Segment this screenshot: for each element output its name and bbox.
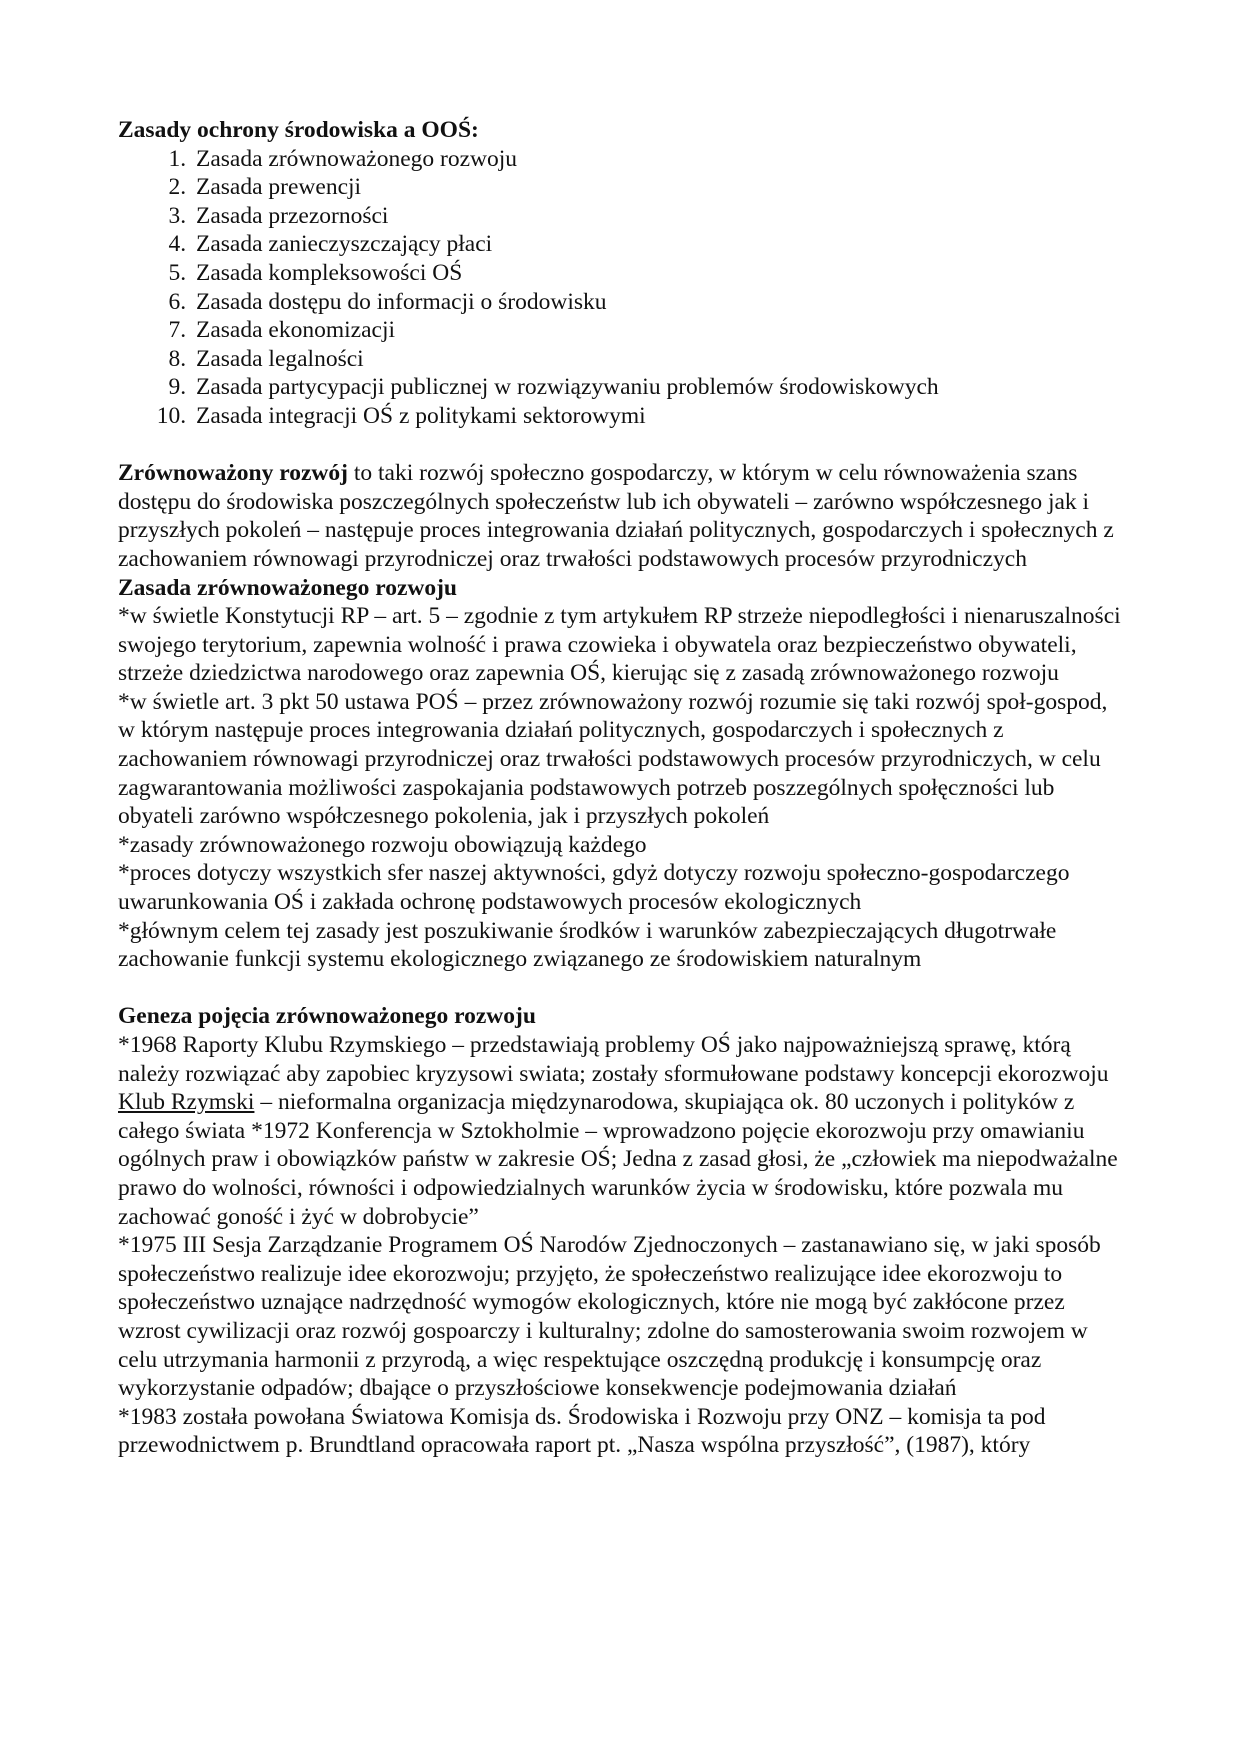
genesis-heading: Geneza pojęcia zrównoważonego rozwoju [118,1003,536,1030]
genesis-paragraph: *1968 Raporty Klubu Rzymskiego – przedstawiają problemy OŚ jako najpoważniejszą sprawę, którą należy rozwiązać aby zapobiec kryzysowi swiata; zostały sformułowane podstawy koncepcji ekorozwoju [118,1032,1109,1087]
principles-list [118,145,1128,431]
list-item: 9. Zasada partycypacji publicznej w rozwiązywaniu problemów środowiskowych [192,373,1128,402]
spacer [118,974,1128,1003]
list-item: 2. Zasada prewencji [192,173,1128,202]
genesis-paragraph: *1975 III Sesja Zarządzanie Programem OŚ Narodów Zjednoczonych – zastanawiano się, w jaki sposób społeczeństwo realizuje idee ekorozwoju; przyjęto, że społeczeństwo realizujące idee ekorozwoju to społeczeństwo uznające nadrzędność wymogów ekologicznych, które nie mogą być zakłócone przez wzrost cywilizacji oraz rozwój gospoarczy i kulturalny; zdolne do samosterowania swoim rozwojem w celu utrzymania harmonii z przyrodą, a więc respektujące oszczędną produkcję i konsumpcję oraz wykorzystanie odpadów; dbające o przyszłościowe konsekwencje podejmowania działań [118,1232,1101,1402]
list-item: 5. Zasada kompleksowości OŚ [192,259,1128,288]
principles-heading: Zasady ochrony środowiska a OOŚ: [118,117,479,143]
definition-text: to taki rozwój społeczno gospodarczy, w którym w celu równoważenia szans dostępu do środowiska poszczególnych społeczeństw lub ich obywateli – zarówno współczesnego jak i przyszłych pokoleń – następuje proces integrowania działań politycznych, gospodarczych i społecznych z zachowaniem równowagi przyrodniczej oraz trwałości podstawowych procesów przyrodniczych [118,460,1114,572]
genesis-paragraph [118,1088,1128,1231]
document-page [118,116,1128,1460]
genesis-text: – nieformalna organizacja międzynarodowa, skupiająca ok. 80 uczonych i polityków z całego świata *1972 Konferencja w Sztokholmie – wprowadzono pojęcie ekorozwoju przy omawianiu ogólnych praw i obowiązków państw w zakresie OŚ; Jedna z zasad głosi, że „człowiek ma niepodważalne prawo do wolności, równości i odpowiedzialnych warunków życia w środowisku, które pozwala mu zachować goność i żyć w dobrobycie” [118,1089,1118,1230]
list-item: 7. Zasada ekonomizacji [192,316,1128,345]
list-item: 6. Zasada dostępu do informacji o środowisku [192,288,1128,317]
club-link[interactable]: Klub Rzymski [118,1089,255,1116]
sustainable-paragraph: *zasady zrównoważonego rozwoju obowiązują każdego [118,831,647,858]
list-item: 10. Zasada integracji OŚ z politykami sektorowymi [192,402,1128,431]
list-item: 8. Zasada legalności [192,345,1128,374]
sustainable-paragraph: *w świetle art. 3 pkt 50 ustawa POŚ – przez zrównoważony rozwój rozumie się taki rozwój społ-gospod, w którym następuje proces integrowania działań politycznych, gospodarczych i społecznych z zachowaniem równowagi przyrodniczej oraz trwałości podstawowych procesów przyrodniczych, w celu zagwarantowania możliwości zaspokajania podstawowych potrzeb poszzególnych społęczności lub obyateli zarówno współczesnego pokolenia, jak i przyszłych pokoleń [118,688,1108,830]
list-item: 3. Zasada przezorności [192,202,1128,231]
sustainable-paragraph: *proces dotyczy wszystkich sfer naszej aktywności, gdyż dotyczy rozwoju społeczno-gospodarczego uwarunkowania OŚ i zakłada ochronę podstawowych procesów ekologicznych [118,860,1070,916]
definition-paragraph [118,459,1128,573]
sustainable-heading: Zasada zrównoważonego rozwoju [118,574,457,601]
list-item: 1. Zasada zrównoważonego rozwoju [192,145,1128,174]
spacer [118,431,1128,460]
list-item: 4. Zasada zanieczyszczający płaci [192,230,1128,259]
genesis-paragraph: *1983 została powołana Światowa Komisja ds. Środowiska i Rozwoju przy ONZ – komisja ta pod przewodnictwem p. Brundtland opracowała raport pt. „Nasza wspólna przyszłość”, (1987), który [118,1403,1046,1459]
sustainable-paragraph: *w świetle Konstytucji RP – art. 5 – zgodnie z tym artykułem RP strzeże niepodległości i nienaruszalności swojego terytorium, zapewnia wolność i prawa czowieka i obywatela oraz bezpieczeństwo obywateli, strzeże dziedzictwa narodowego oraz zapewnia OŚ, kierując się z zasadą zrównoważonego rozwoju [118,603,1121,687]
sustainable-paragraph: *głównym celem tej zasady jest poszukiwanie środków i warunków zabezpieczających długotrwałe zachowanie funkcji systemu ekologicznego związanego ze środowiskiem naturalnym [118,917,1057,973]
definition-term: Zrównoważony rozwój [118,460,348,487]
